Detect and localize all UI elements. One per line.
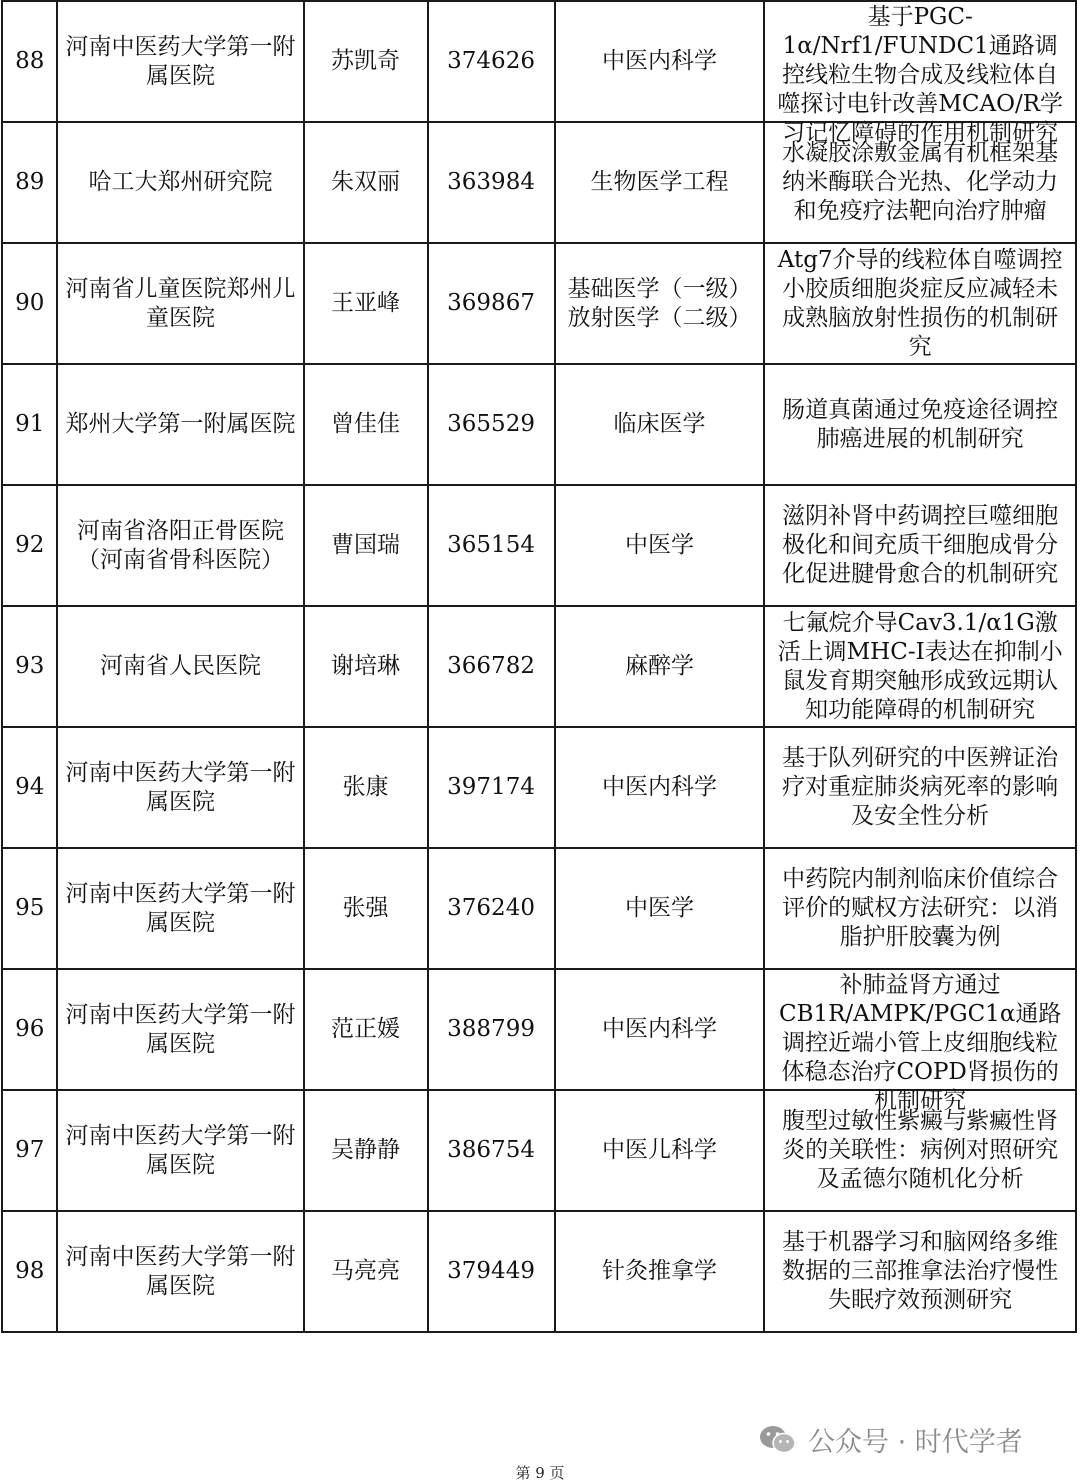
applicant-name-cell <box>304 1 428 122</box>
institution-cell-text: 河南省儿童医院郑州儿童医院 <box>65 275 296 331</box>
table-row <box>2 122 1076 243</box>
institution-cell-text: 河南中医药大学第一附属医院 <box>65 1243 296 1299</box>
project-code-cell-text: 365154 <box>447 532 535 558</box>
project-code-cell <box>428 606 555 727</box>
project-title-cell <box>764 1090 1076 1211</box>
institution-cell-text: 河南中医药大学第一附属医院 <box>65 880 296 936</box>
watermark <box>758 1420 1023 1459</box>
row-number-cell <box>2 969 57 1090</box>
institution-cell <box>57 485 303 606</box>
project-title-cell <box>764 485 1076 606</box>
subject-text: 中医学 <box>624 895 694 921</box>
institution-cell <box>57 1 303 122</box>
institution-cell-text: 河南中医药大学第一附属医院 <box>65 33 296 89</box>
project-code-cell <box>428 848 555 969</box>
subject-text: 生物医学工程 <box>590 169 729 195</box>
project-title-cell-text: 基于队列研究的中医辨证治疗对重症肺炎病死率的影响及安全性分析 <box>782 745 1059 829</box>
row-number-cell <box>2 1090 57 1211</box>
subject-cell <box>555 122 765 243</box>
project-title-cell <box>764 606 1076 727</box>
institution-cell <box>57 122 303 243</box>
project-code-cell <box>428 969 555 1090</box>
subject-text: 中医儿科学 <box>601 1137 717 1163</box>
project-title-cell-text: 七氟烷介导Cav3.1/α1G激活上调MHC-Ⅰ表达在抑制小鼠发育期突触形成致远期认知功能障碍的机制研究 <box>777 609 1063 723</box>
subject-text: 中医内科学 <box>601 774 717 800</box>
project-title-cell <box>764 1211 1076 1332</box>
subject-text: 针灸推拿学 <box>601 1258 717 1284</box>
subject-cell <box>555 606 765 727</box>
institution-cell <box>57 606 303 727</box>
table-row <box>2 848 1076 969</box>
applicant-name-cell <box>304 485 428 606</box>
subject-cell <box>555 1 765 122</box>
institution-cell <box>57 1090 303 1211</box>
table-row <box>2 243 1076 364</box>
row-number-cell-text: 96 <box>15 1016 45 1042</box>
applicant-name-cell-text: 张强 <box>342 895 389 921</box>
table-row <box>2 485 1076 606</box>
subject-text: 临床医学 <box>613 411 706 437</box>
subject-text: 基础医学（一级） <box>567 275 752 302</box>
row-number-cell <box>2 485 57 606</box>
row-number-cell-text: 93 <box>15 653 45 679</box>
applicant-name-cell-text: 范正媛 <box>331 1016 401 1042</box>
project-title-cell-text: 补肺益肾方通过CB1R/AMPK/PGC1α通路调控近端小管上皮细胞线粒体稳态治疗COPD肾损伤的机制研究 <box>778 972 1062 1114</box>
row-number-cell-text: 90 <box>15 290 45 316</box>
subject-cell <box>555 364 765 485</box>
institution-cell-text: 郑州大学第一附属医院 <box>65 411 296 437</box>
project-title-cell-text: 水凝胶涂敷金属有机框架基纳米酶联合光热、化学动力和免疫疗法靶向治疗肿瘤 <box>782 140 1059 224</box>
subject-cell <box>555 969 765 1090</box>
applicant-name-cell-text: 张康 <box>342 774 389 800</box>
table-row <box>2 969 1076 1090</box>
applicant-name-cell <box>304 848 428 969</box>
row-number-cell <box>2 1211 57 1332</box>
project-code-cell <box>428 1211 555 1332</box>
subject-text: 麻醉学 <box>624 653 694 679</box>
project-title-cell <box>764 727 1076 848</box>
applicant-name-cell-text: 王亚峰 <box>331 290 401 316</box>
project-code-cell <box>428 727 555 848</box>
table-row <box>2 727 1076 848</box>
row-number-cell-text: 91 <box>15 411 45 437</box>
project-code-cell <box>428 1090 555 1211</box>
subject-cell <box>555 243 765 364</box>
subject-cell <box>555 848 765 969</box>
applicant-name-cell-text: 曾佳佳 <box>331 411 401 437</box>
project-code-cell-text: 374626 <box>447 48 535 74</box>
row-number-cell <box>2 243 57 364</box>
project-code-cell <box>428 1 555 122</box>
applicant-name-cell-text: 吴静静 <box>331 1137 401 1163</box>
project-table <box>1 0 1077 1333</box>
applicant-name-cell <box>304 122 428 243</box>
row-number-cell-text: 95 <box>15 895 45 921</box>
wechat-icon <box>758 1423 798 1457</box>
project-title-cell-text: 基于PGC-1α/Nrf1/FUNDC1通路调控线粒生物合成及线粒体自噬探讨电针改善MCAO/R学习记忆障碍的作用机制研究 <box>777 4 1064 146</box>
project-code-cell <box>428 243 555 364</box>
applicant-name-cell-text: 苏凯奇 <box>331 48 401 74</box>
subject-cell <box>555 1211 765 1332</box>
institution-cell <box>57 364 303 485</box>
project-code-cell <box>428 485 555 606</box>
project-code-cell-text: 379449 <box>447 1258 535 1284</box>
applicant-name-cell <box>304 364 428 485</box>
project-title-cell-text: 肠道真菌通过免疫途径调控肺癌进展的机制研究 <box>782 396 1059 452</box>
project-code-cell-text: 369867 <box>447 290 535 316</box>
project-title-cell <box>764 1 1076 146</box>
project-title-cell <box>764 243 1076 364</box>
row-number-cell <box>2 1 57 122</box>
row-number-cell <box>2 606 57 727</box>
table-row <box>2 364 1076 485</box>
project-code-cell-text: 388799 <box>447 1016 535 1042</box>
project-title-cell-text: 腹型过敏性紫癜与紫癜性肾炎的关联性：病例对照研究及孟德尔随机化分析 <box>782 1108 1059 1192</box>
row-number-cell-text: 98 <box>15 1258 45 1284</box>
row-number-cell-text: 94 <box>15 774 45 800</box>
table-row <box>2 1090 1076 1211</box>
institution-cell-text: 哈工大郑州研究院 <box>88 169 273 195</box>
applicant-name-cell-text: 马亮亮 <box>331 1258 401 1284</box>
project-title-cell <box>764 122 1076 243</box>
subject-text: 中医内科学 <box>601 1016 717 1042</box>
row-number-cell <box>2 122 57 243</box>
institution-cell-text: 河南中医药大学第一附属医院 <box>65 759 296 815</box>
project-title-cell <box>764 848 1076 969</box>
subject-text: 中医学 <box>624 532 694 558</box>
project-title-cell <box>764 969 1076 1114</box>
applicant-name-cell-text: 朱双丽 <box>331 169 401 195</box>
table-row <box>2 606 1076 727</box>
applicant-name-cell <box>304 727 428 848</box>
applicant-name-cell-text: 谢培琳 <box>331 653 401 679</box>
project-code-cell-text: 365529 <box>447 411 535 437</box>
applicant-name-cell <box>304 1090 428 1211</box>
institution-cell-text: 河南中医药大学第一附属医院 <box>65 1122 296 1178</box>
table-row <box>2 1211 1076 1332</box>
project-title-cell-text: Atg7介导的线粒体自噬调控小胶质细胞炎症反应减轻未成熟脑放射性损伤的机制研究 <box>777 246 1063 360</box>
applicant-name-cell <box>304 1211 428 1332</box>
table-row <box>2 1 1076 122</box>
row-number-cell-text: 97 <box>15 1137 45 1163</box>
project-code-cell-text: 397174 <box>447 774 535 800</box>
project-code-cell <box>428 122 555 243</box>
subject-cell <box>555 727 765 848</box>
row-number-cell <box>2 848 57 969</box>
row-number-cell-text: 88 <box>15 48 45 74</box>
project-title-cell <box>764 364 1076 485</box>
project-code-cell-text: 363984 <box>447 169 535 195</box>
row-number-cell <box>2 364 57 485</box>
institution-cell <box>57 848 303 969</box>
institution-cell <box>57 969 303 1090</box>
project-title-cell-text: 基于机器学习和脑网络多维数据的三部推拿法治疗慢性失眠疗效预测研究 <box>782 1229 1059 1313</box>
row-number-cell <box>2 727 57 848</box>
project-code-cell <box>428 364 555 485</box>
project-title-cell-text: 中药院内制剂临床价值综合评价的赋权方法研究：以消脂护肝胶囊为例 <box>782 866 1059 950</box>
project-code-cell-text: 386754 <box>447 1137 535 1163</box>
watermark-text: 公众号 · 时代学者 <box>808 1427 1023 1458</box>
institution-cell-text: 河南省人民医院 <box>99 653 261 679</box>
subject-cell <box>555 485 765 606</box>
applicant-name-cell <box>304 969 428 1090</box>
applicant-name-cell-text: 曹国瑞 <box>331 532 401 558</box>
institution-cell <box>57 243 303 364</box>
subject-text: 放射医学（二级） <box>567 304 752 331</box>
subject-cell <box>555 1090 765 1211</box>
institution-cell-text: 河南中医药大学第一附属医院 <box>65 1001 296 1057</box>
row-number-cell-text: 92 <box>15 532 45 558</box>
page-number: 第 9 页 <box>515 1464 565 1482</box>
institution-cell <box>57 1211 303 1332</box>
institution-cell-text: 河南省洛阳正骨医院（河南省骨科医院） <box>76 517 284 573</box>
applicant-name-cell <box>304 243 428 364</box>
project-code-cell-text: 376240 <box>447 895 535 921</box>
applicant-name-cell <box>304 606 428 727</box>
project-code-cell-text: 366782 <box>447 653 535 679</box>
subject-text: 中医内科学 <box>601 48 717 74</box>
row-number-cell-text: 89 <box>15 169 45 195</box>
institution-cell <box>57 727 303 848</box>
project-title-cell-text: 滋阴补肾中药调控巨噬细胞极化和间充质干细胞成骨分化促进腱骨愈合的机制研究 <box>782 503 1059 587</box>
